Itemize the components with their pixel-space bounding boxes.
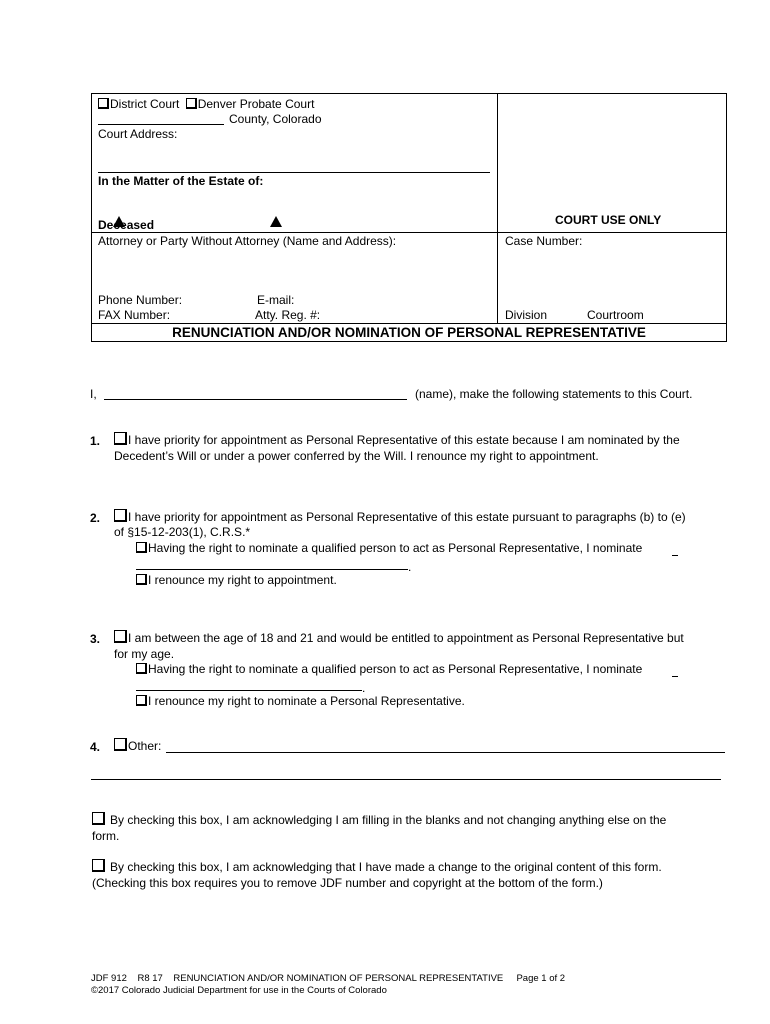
denver-probate-label: Denver Probate Court: [197, 97, 315, 111]
item4-number: 4.: [90, 740, 101, 754]
county-label: County, Colorado: [229, 112, 322, 126]
court-use-only-label: COURT USE ONLY: [555, 213, 662, 227]
courtroom-label: Courtroom: [587, 308, 644, 322]
caption-row-divider-2: [91, 323, 727, 324]
item2-number: 2.: [90, 511, 101, 525]
item2-renounce-checkbox[interactable]: [136, 574, 147, 585]
footer-form-id: JDF 912 R8 17 RENUNCIATION AND/OR NOMINATION OF PERSONAL REPRESENTATIVE Page 1 of 2: [91, 973, 566, 984]
name-blank[interactable]: [104, 399, 407, 400]
fax-label: FAX Number:: [98, 308, 171, 322]
item3-nominate-row: [136, 662, 642, 676]
item4-other-label: Other:: [128, 739, 162, 753]
item3-checkbox[interactable]: [114, 630, 127, 643]
item2-nominate-label: Having the right to nominate a qualified person to act as Personal Representative, I nominate: [148, 541, 643, 555]
deceased-label: Deceased: [98, 218, 155, 232]
item3-renounce-row: [136, 694, 465, 708]
district-court-label: District Court: [110, 97, 180, 111]
item4-checkbox[interactable]: [114, 738, 127, 751]
item2-period: .: [408, 560, 412, 574]
ack1: [92, 812, 722, 827]
atty-reg-label: Atty. Reg. #:: [255, 308, 321, 322]
item2-nominee-blank[interactable]: [136, 569, 408, 570]
caption-vertical-divider: [497, 93, 498, 323]
item2-checkbox[interactable]: [114, 509, 127, 522]
court-use-triangle-icon: [113, 216, 125, 227]
ack2-line1: By checking this box, I am acknowledging that I have made a change to the original content of this form.: [110, 860, 662, 874]
item2-nominate-row: [136, 541, 642, 555]
item3-period: .: [362, 681, 366, 695]
item4-other-blank-2[interactable]: [91, 779, 721, 780]
phone-label: Phone Number:: [98, 293, 183, 307]
ack2-line2: (Checking this box requires you to remove JDF number and copyright at the bottom of the form.): [92, 876, 603, 890]
ack1-checkbox[interactable]: [92, 812, 105, 825]
item4-other-row: [114, 738, 161, 753]
item2-text: [114, 509, 726, 524]
ack1-line1: By checking this box, I am acknowledging I am filling in the blanks and not changing anything else on the: [110, 813, 667, 827]
item1-checkbox[interactable]: [114, 432, 127, 445]
denver-probate-checkbox[interactable]: [186, 98, 197, 109]
case-number-label: Case Number:: [505, 234, 583, 248]
item3-renounce-label: I renounce my right to nominate a Personal Representative.: [148, 694, 465, 708]
item2-line1: I have priority for appointment as Personal Representative of this estate pursuant to paragraphs (b) to (e): [128, 510, 686, 524]
ack2-checkbox[interactable]: [92, 859, 105, 872]
item3-number: 3.: [90, 632, 101, 646]
item3-nominate-checkbox[interactable]: [136, 663, 147, 674]
court-use-triangle-icon: [270, 216, 282, 227]
ack2: [92, 859, 722, 874]
item3-nominate-label: Having the right to nominate a qualified person to act as Personal Representative, I nominate: [148, 662, 643, 676]
district-court-checkbox[interactable]: [98, 98, 109, 109]
ack1-line2: form.: [92, 829, 120, 843]
division-label: Division: [505, 308, 548, 322]
item2-line2: of §15-12-203(1), C.R.S.*: [114, 525, 251, 539]
item3-line2: for my age.: [114, 647, 175, 661]
item2-nominate-blank-end[interactable]: [672, 555, 678, 556]
item4-other-blank[interactable]: [166, 752, 725, 753]
attorney-label: Attorney or Party Without Attorney (Name and Address):: [98, 234, 397, 248]
form-title: RENUNCIATION AND/OR NOMINATION OF PERSONAL REPRESENTATIVE: [172, 325, 646, 340]
item2-nominate-checkbox[interactable]: [136, 542, 147, 553]
intro-prefix: I,: [90, 387, 97, 401]
item1-text: [114, 432, 726, 447]
intro-suffix: (name), make the following statements to this Court.: [415, 387, 693, 401]
item2-renounce-row: [136, 573, 337, 587]
county-blank[interactable]: [98, 124, 224, 125]
item3-nominate-blank-end[interactable]: [672, 676, 678, 677]
item3-nominee-blank[interactable]: [136, 690, 362, 691]
estate-of-label: In the Matter of the Estate of:: [98, 174, 264, 188]
caption-row-divider-1: [91, 232, 727, 233]
item2-renounce-label: I renounce my right to appointment.: [148, 573, 337, 587]
court-selection: [98, 97, 314, 111]
item1-number: 1.: [90, 434, 101, 448]
court-address-blank[interactable]: [98, 172, 490, 173]
item3-line1: I am between the age of 18 and 21 and would be entitled to appointment as Personal Representative but: [128, 631, 684, 645]
item3-renounce-checkbox[interactable]: [136, 695, 147, 706]
court-address-label: Court Address:: [98, 127, 178, 141]
email-label: E-mail:: [257, 293, 295, 307]
item3-text: [114, 630, 726, 645]
footer-copyright: ©2017 Colorado Judicial Department for use in the Courts of Colorado: [91, 985, 387, 996]
item1-line2: Decedent’s Will or under a power conferred by the Will. I renounce my right to appointment.: [114, 449, 599, 463]
item1-line1: I have priority for appointment as Personal Representative of this estate because I am nominated by the: [128, 433, 680, 447]
